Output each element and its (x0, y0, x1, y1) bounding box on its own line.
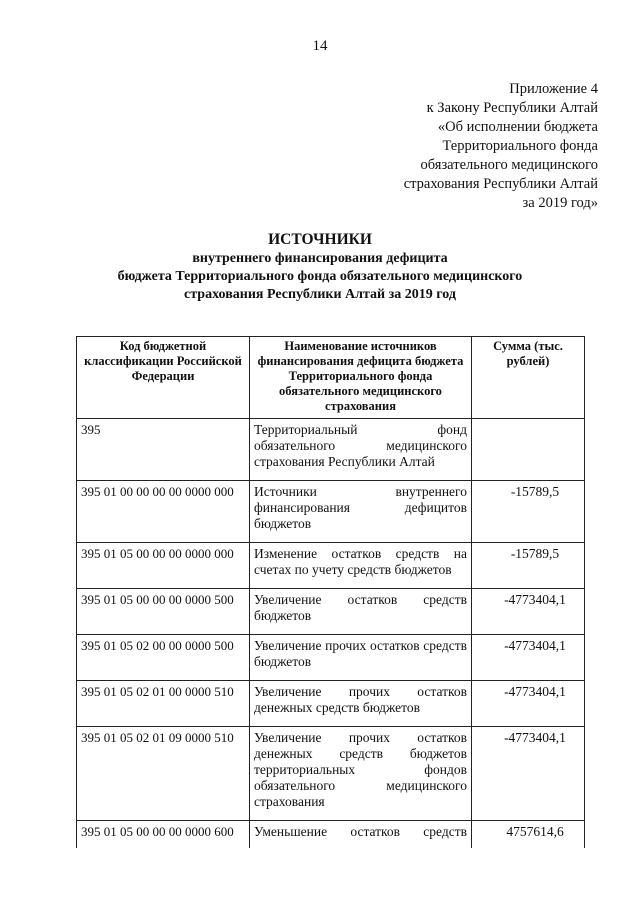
sum-value: -4773404,1 (504, 684, 566, 699)
cell-code: 395 01 05 00 00 00 0000 000 (77, 543, 250, 589)
cell-sum (472, 727, 585, 821)
appendix-line: к Закону Республики Алтай (426, 100, 598, 116)
sum-value: -4773404,1 (504, 638, 566, 653)
cell-sum (472, 543, 585, 589)
appendix-line: Приложение 4 (509, 81, 598, 97)
table-row (77, 419, 585, 481)
cell-sum (472, 681, 585, 727)
title-heading: ИСТОЧНИКИ (268, 231, 372, 248)
cell-name: Увеличение прочих остатков денежных средств бюджетов территориальных фондов обязательного медицинского страхования (250, 727, 472, 821)
cell-name: Увеличение прочих остатков средств бюджетов (250, 635, 472, 681)
header-code: Код бюджетной классификации Российской Федерации (77, 337, 250, 419)
cell-name: Увеличение остатков средств бюджетов (250, 589, 472, 635)
sum-value: 4757614,6 (506, 824, 564, 839)
sources-table-container (76, 336, 584, 848)
cell-code: 395 01 05 02 01 09 0000 510 (77, 727, 250, 821)
appendix-note (404, 80, 598, 213)
sum-value: -4773404,1 (504, 730, 566, 745)
title-line: бюджета Территориального фонда обязательного медицинского (117, 269, 523, 284)
table-row (77, 727, 585, 821)
title-line: внутреннего финансирования дефицита (192, 251, 448, 266)
table-row (77, 481, 585, 543)
appendix-line: страхования Республики Алтай (403, 176, 598, 192)
sources-table (76, 336, 585, 848)
header-name: Наименование источников финансирования дефицита бюджета Территориального фонда обязательного медицинского страхования (250, 337, 472, 419)
cell-sum (472, 589, 585, 635)
cell-name: Источники внутреннего финансирования дефицитов бюджетов (250, 481, 472, 543)
cell-name: Территориальный фонд обязательного медицинского страхования Республики Алтай (250, 419, 472, 481)
cell-sum (472, 635, 585, 681)
appendix-line: «Об исполнении бюджета (437, 119, 598, 135)
table-row (77, 681, 585, 727)
cell-name: Уменьшение остатков средств (250, 821, 472, 849)
cell-name: Изменение остатков средств на счетах по учету средств бюджетов (250, 543, 472, 589)
cell-code: 395 01 05 02 01 00 0000 510 (77, 681, 250, 727)
cell-sum (472, 481, 585, 543)
title-line: страхования Республики Алтай за 2019 год (184, 287, 456, 302)
cell-code: 395 01 05 02 00 00 0000 500 (77, 635, 250, 681)
table-row (77, 543, 585, 589)
cell-name: Увеличение прочих остатков денежных средств бюджетов (250, 681, 472, 727)
cell-sum (472, 419, 585, 481)
appendix-line: Территориального фонда (442, 138, 598, 154)
table-row (77, 635, 585, 681)
cell-code: 395 01 05 00 00 00 0000 600 (77, 821, 250, 849)
appendix-line: обязательного медицинского (420, 157, 598, 173)
page-number: 14 (312, 38, 328, 54)
cell-code: 395 (77, 419, 250, 481)
sum-value: -15789,5 (510, 484, 560, 499)
sum-value: -15789,5 (510, 546, 560, 561)
cell-code: 395 01 05 00 00 00 0000 500 (77, 589, 250, 635)
table-row (77, 589, 585, 635)
document-title (0, 230, 640, 304)
cell-code: 395 01 00 00 00 00 0000 000 (77, 481, 250, 543)
table-header-row (77, 337, 585, 419)
sum-value (521, 422, 535, 437)
table-row (77, 821, 585, 849)
header-sum: Сумма (тыс. рублей) (472, 337, 585, 419)
sum-value: -4773404,1 (504, 592, 566, 607)
cell-sum (472, 821, 585, 849)
appendix-line: за 2019 год» (522, 195, 598, 211)
